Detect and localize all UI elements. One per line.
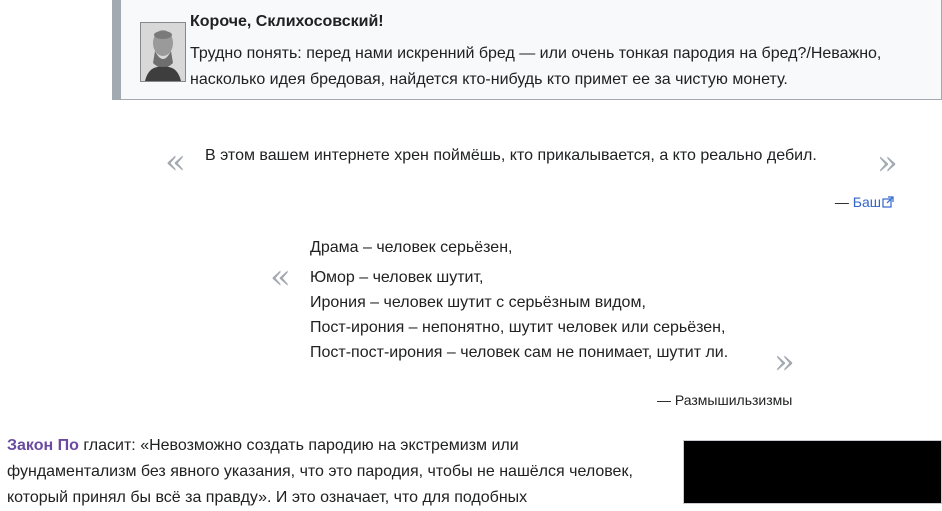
quote-attribution: — Размышильзизмы (657, 392, 793, 408)
notice-title: Короче, Склихосовский! (190, 13, 384, 30)
quote-text: В этом вашем интернете хрен поймёшь, кто прикалывается, а кто реально дебил. (205, 147, 817, 164)
notice-text: Трудно понять: перед нами искренний бред — или очень тонкая пародия на бред?/Неважно, насколько идея бредовая, найдется кто-нибудь кто примет ее за чистую монету. (190, 45, 882, 88)
quote-close-mark: » (877, 143, 898, 183)
attribution-dash: — (834, 194, 853, 210)
summary-notice-box (112, 0, 942, 100)
quote-open-mark: « (270, 257, 291, 297)
law-text: гласит: «Невозможно создать пародию на экстремизм или фундаментализм без явного указания, что это пародия, чтобы не нашёлся человек, который принял бы всё за правду». И это означает, что для подобных (7, 437, 633, 506)
poem-line: Ирония – человек шутит с серьёзным видом, (310, 294, 646, 311)
quote-open-mark: « (165, 142, 186, 182)
poem-line: Пост-пост-ирония – человек сам не понимает, шутит ли. (310, 344, 729, 361)
law-paragraph (7, 433, 652, 511)
portrait-image[interactable] (140, 22, 186, 82)
video-thumbnail[interactable] (683, 440, 942, 504)
external-link-icon (882, 195, 894, 211)
quote-attribution (835, 194, 894, 211)
law-term: Закон По (7, 437, 79, 454)
poem-line: Пост-ирония – непонятно, шутит человек или серьёзен, (310, 319, 726, 336)
poem-line: Драма – человек серьёзен, (310, 239, 513, 256)
quote-close-mark: » (774, 342, 795, 382)
poem-line: Юмор – человек шутит, (310, 269, 484, 286)
quote-poem (310, 239, 728, 362)
bash-link[interactable]: Баш (852, 194, 881, 210)
